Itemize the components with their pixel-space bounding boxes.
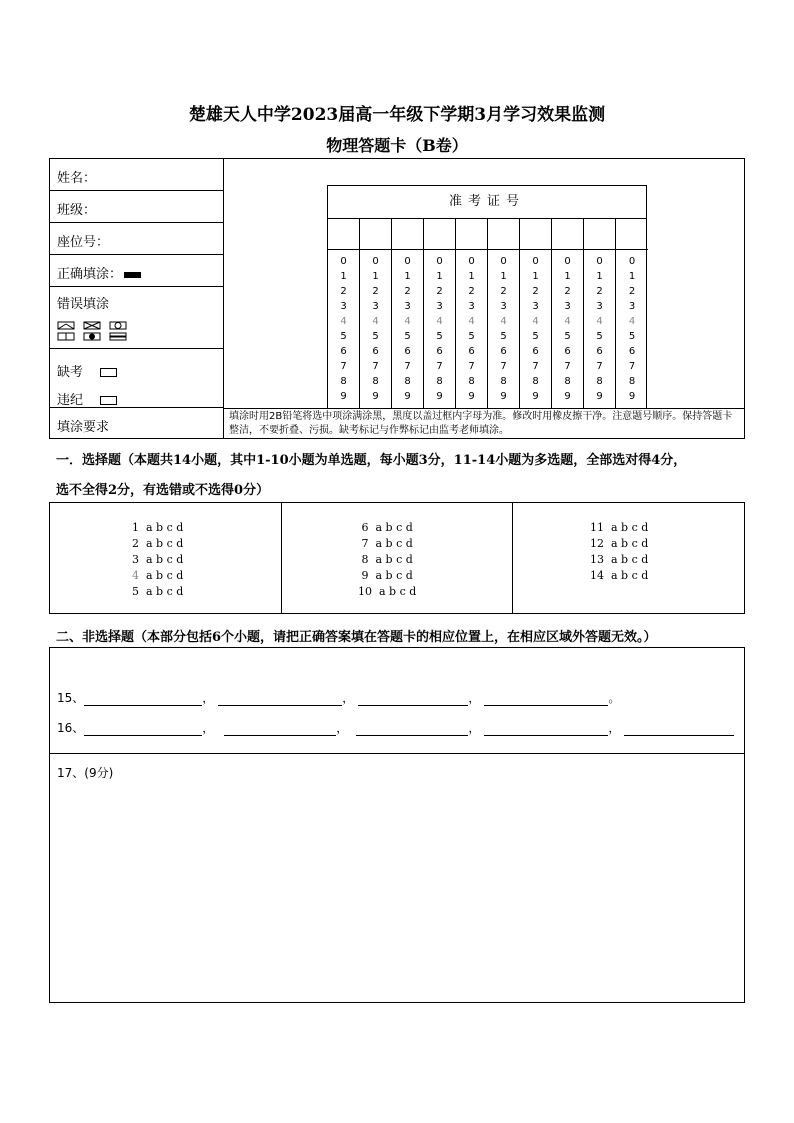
exam-id-digit-option[interactable]: 0: [468, 256, 475, 267]
exam-id-digit-option[interactable]: 5: [628, 331, 636, 342]
choice-row[interactable]: [358, 568, 416, 584]
exam-id-digit-option[interactable]: 9: [596, 391, 603, 402]
q15-blank-3[interactable]: [358, 693, 468, 706]
exam-id-digit-option[interactable]: 3: [628, 301, 636, 312]
exam-id-digit-option[interactable]: 7: [596, 361, 603, 372]
exam-id-digit-option[interactable]: 1: [500, 271, 507, 282]
class-row[interactable]: [50, 191, 223, 223]
seat-label: 座位号：: [57, 235, 110, 250]
exam-id-digit-option[interactable]: 1: [564, 271, 571, 282]
exam-id-digit-option[interactable]: 1: [436, 271, 443, 282]
choice-list-2: [358, 520, 416, 600]
absent-checkbox[interactable]: [100, 368, 117, 377]
q16-blank-2[interactable]: [224, 723, 336, 736]
question-number: 8: [358, 553, 369, 566]
exam-id-digit-box[interactable]: [584, 218, 615, 250]
name-label: 姓名：: [57, 171, 97, 186]
question-number: 12: [590, 537, 604, 550]
separator: ，: [202, 721, 215, 735]
wrong-fill-label: 错误填涂: [57, 297, 110, 312]
exam-id-digit-option[interactable]: 0: [500, 256, 507, 267]
exam-id-digit-box[interactable]: [360, 218, 391, 250]
exam-id-digit-option[interactable]: 5: [532, 331, 539, 342]
exam-id-digit-box[interactable]: [616, 218, 648, 250]
exam-id-digit-option[interactable]: 8: [404, 376, 411, 387]
exam-id-digit-box[interactable]: [552, 218, 583, 250]
choice-row[interactable]: [358, 584, 416, 600]
wrong-fill-examples-icon: [57, 321, 137, 343]
fill-blank-area: [49, 647, 745, 754]
section1-heading: 一．选择题（本题共14小题，其中1-10小题为单选题，每小题3分，11-14小题为多选题，全部选对得4分，: [56, 453, 687, 468]
exam-id-digit-option[interactable]: 4: [564, 316, 571, 327]
exam-id-digit-option[interactable]: 7: [468, 361, 475, 372]
q16-blank-1[interactable]: [84, 723, 202, 736]
exam-id-digit-box[interactable]: [424, 218, 455, 250]
exam-id-digit-option[interactable]: 2: [500, 286, 507, 297]
question-number: 6: [358, 521, 369, 534]
correct-fill-label: 正确填涂：: [57, 267, 123, 282]
exam-id-digit-option[interactable]: 9: [436, 391, 443, 402]
q15-blank-1[interactable]: [84, 693, 202, 706]
exam-id-digit-option[interactable]: 0: [372, 256, 379, 267]
answer-options[interactable]: a b c d: [372, 585, 417, 598]
exam-id-digit-option[interactable]: 1: [340, 271, 347, 282]
exam-id-digit-options: [616, 254, 648, 404]
q16-blank-5[interactable]: [624, 723, 734, 736]
choice-row[interactable]: [590, 520, 648, 536]
exam-id-digit-box[interactable]: [456, 218, 487, 250]
exam-id-digit-option[interactable]: 5: [596, 331, 603, 342]
exam-id-digit-option[interactable]: 2: [340, 286, 347, 297]
exam-id-digit-option[interactable]: 7: [436, 361, 443, 372]
choice-column-1: [50, 503, 282, 613]
question-number: 7: [358, 537, 369, 550]
choice-answer-area: [49, 502, 745, 614]
exam-id-digit-option[interactable]: 6: [628, 346, 636, 357]
exam-id-digit-option[interactable]: 4: [404, 316, 411, 327]
exam-id-digit-option[interactable]: 0: [596, 256, 603, 267]
requirements-row: [50, 408, 223, 439]
exam-id-digit-options: [424, 254, 455, 404]
exam-id-digit-option[interactable]: 3: [404, 301, 411, 312]
choice-row[interactable]: [358, 520, 416, 536]
separator: ，: [342, 691, 355, 705]
exam-id-digit-option[interactable]: 2: [404, 286, 411, 297]
exam-id-digit-option[interactable]: 5: [372, 331, 379, 342]
question-number: 13: [590, 553, 604, 566]
question-number: 1: [132, 521, 139, 534]
exam-id-digit-option[interactable]: 1: [596, 271, 603, 282]
q17-label: 17、(9分): [57, 766, 114, 780]
violation-label: 违纪: [57, 393, 84, 408]
q17-answer-area[interactable]: [49, 753, 745, 1003]
answer-options[interactable]: a b c d: [368, 553, 413, 566]
exam-id-digit-option[interactable]: 8: [340, 376, 347, 387]
q15-blank-4[interactable]: [484, 693, 608, 706]
question-number: 4: [132, 569, 139, 582]
separator: ，: [468, 691, 481, 705]
absent-violation-row: [50, 349, 223, 408]
exam-id-digit-option[interactable]: 9: [500, 391, 507, 402]
exam-id-digit-option[interactable]: 4: [468, 316, 475, 327]
exam-id-digit-option[interactable]: 5: [500, 331, 507, 342]
question-number: 14: [590, 569, 604, 582]
section2-heading: 二、非选择题（本部分包括6个小题，请把正确答案填在答题卡的相应位置上，在相应区域外答题无效。）: [56, 630, 657, 645]
exam-id-title: 准考证号: [328, 186, 646, 219]
exam-id-digit-option[interactable]: 7: [532, 361, 539, 372]
exam-id-digit-options: [392, 254, 423, 404]
seat-row[interactable]: [50, 223, 223, 255]
exam-id-digit-option[interactable]: 6: [436, 346, 443, 357]
q16-blank-3[interactable]: [356, 723, 468, 736]
exam-id-digit-option[interactable]: 0: [436, 256, 443, 267]
exam-id-digit-option[interactable]: 5: [468, 331, 475, 342]
choice-list-1: [132, 520, 183, 600]
exam-id-digit-option[interactable]: 8: [532, 376, 539, 387]
exam-id-digit-option[interactable]: 0: [628, 256, 636, 267]
exam-id-digit-option[interactable]: 6: [468, 346, 475, 357]
header-block: [49, 158, 745, 439]
choice-list-3: [590, 520, 648, 584]
exam-id-digit-option[interactable]: 4: [628, 316, 636, 327]
exam-id-digit-option[interactable]: 5: [564, 331, 571, 342]
choice-row[interactable]: [358, 552, 416, 568]
exam-id-digit-option[interactable]: 8: [500, 376, 507, 387]
q16-row: [57, 719, 734, 736]
exam-id-digit-option[interactable]: 6: [596, 346, 603, 357]
wrong-fill-row: [50, 287, 223, 349]
answer-options[interactable]: a b c d: [604, 553, 649, 566]
exam-id-digit-option[interactable]: 1: [628, 271, 636, 282]
exam-id-digit-option[interactable]: 2: [436, 286, 443, 297]
exam-id-digit-option[interactable]: 3: [468, 301, 475, 312]
exam-id-digit-options: [520, 254, 551, 404]
exam-id-column: [328, 218, 360, 408]
answer-options[interactable]: a b c d: [368, 537, 413, 550]
absent-label: 缺考: [57, 365, 84, 380]
filled-mark-icon: [124, 272, 141, 278]
exam-id-digit-option[interactable]: 9: [404, 391, 411, 402]
exam-id-digit-option[interactable]: 5: [436, 331, 443, 342]
exam-id-digit-option[interactable]: 1: [404, 271, 411, 282]
exam-id-column: [424, 218, 456, 408]
answer-options[interactable]: a b c d: [139, 553, 184, 566]
question-number: 3: [132, 553, 139, 566]
answer-options[interactable]: a b c d: [368, 521, 413, 534]
exam-id-digit-options: [360, 254, 391, 404]
answer-options[interactable]: a b c d: [368, 569, 413, 582]
exam-id-digit-box[interactable]: [392, 218, 423, 250]
answer-options[interactable]: a b c d: [139, 569, 184, 582]
section1-heading-cont: 选不全得2分，有选错或不选得0分）: [56, 483, 270, 498]
exam-id-digit-option[interactable]: 8: [372, 376, 379, 387]
exam-id-column: [552, 218, 584, 408]
exam-id-digit-option[interactable]: 9: [532, 391, 539, 402]
separator: ，: [608, 721, 621, 735]
exam-id-digit-option[interactable]: 2: [468, 286, 475, 297]
exam-id-digit-option[interactable]: 3: [596, 301, 603, 312]
exam-id-digit-option[interactable]: 9: [468, 391, 475, 402]
exam-id-digit-option[interactable]: 6: [372, 346, 379, 357]
q16-number: 16、: [57, 721, 85, 735]
page-title: 楚雄天人中学2023届高一年级下学期3月学习效果监测: [188, 105, 606, 125]
requirements-label: 填涂要求: [57, 420, 110, 435]
choice-column-3: [513, 503, 744, 613]
name-row[interactable]: [50, 159, 223, 191]
q15-row: [57, 689, 620, 706]
exam-id-digit-option[interactable]: 7: [372, 361, 379, 372]
exam-id-digit-box[interactable]: [488, 218, 519, 250]
exam-id-column: [456, 218, 488, 408]
q16-blank-4[interactable]: [484, 723, 608, 736]
exam-id-digit-options: [328, 254, 359, 404]
exam-id-digit-option[interactable]: 8: [436, 376, 443, 387]
exam-id-digit-options: [552, 254, 583, 404]
exam-id-digit-option[interactable]: 3: [564, 301, 571, 312]
choice-row[interactable]: [590, 536, 648, 552]
requirements-text: 填涂时用2B铅笔将选中项涂满涂黑，黑度以盖过框内字母为准。修改时用橡皮擦干净。注意题号顺序。保持答题卡整洁，不要折叠、污损。缺考标记与作弊标记由监考老师填涂。: [223, 408, 744, 439]
separator: ，: [336, 721, 349, 735]
page-subtitle: 物理答题卡（B卷）: [326, 136, 468, 155]
period: 。: [608, 691, 621, 705]
exam-id-column: [488, 218, 520, 408]
exam-id-digit-option[interactable]: 3: [500, 301, 507, 312]
question-number: 5: [132, 585, 139, 598]
answer-options[interactable]: a b c d: [604, 521, 649, 534]
exam-id-column: [616, 218, 648, 408]
exam-id-digit-option[interactable]: 9: [340, 391, 347, 402]
exam-id-digit-option[interactable]: 1: [468, 271, 475, 282]
exam-id-digit-option[interactable]: 9: [564, 391, 571, 402]
exam-id-digit-option[interactable]: 2: [372, 286, 379, 297]
exam-id-grid: [327, 185, 647, 409]
choice-row[interactable]: [132, 552, 183, 568]
exam-id-digit-option[interactable]: 6: [500, 346, 507, 357]
exam-id-column: [520, 218, 552, 408]
exam-id-digit-option[interactable]: 4: [340, 316, 347, 327]
exam-id-digit-option[interactable]: 0: [564, 256, 571, 267]
exam-id-column: [360, 218, 392, 408]
exam-id-digit-box[interactable]: [520, 218, 551, 250]
exam-id-digit-option[interactable]: 3: [436, 301, 443, 312]
question-number: 9: [358, 569, 369, 582]
exam-id-digit-options: [456, 254, 487, 404]
exam-id-digit-box[interactable]: [328, 218, 359, 250]
question-number: 2: [132, 537, 139, 550]
answer-options[interactable]: a b c d: [139, 537, 184, 550]
q15-blank-2[interactable]: [218, 693, 342, 706]
exam-id-digit-option[interactable]: 0: [532, 256, 539, 267]
exam-id-digit-option[interactable]: 4: [436, 316, 443, 327]
exam-id-digit-option[interactable]: 9: [628, 391, 636, 402]
exam-id-digit-option[interactable]: 5: [404, 331, 411, 342]
question-number: 11: [590, 521, 604, 534]
exam-id-digit-option[interactable]: 8: [468, 376, 475, 387]
answer-options[interactable]: a b c d: [139, 521, 184, 534]
exam-id-digit-option[interactable]: 4: [596, 316, 603, 327]
exam-id-digit-option[interactable]: 1: [532, 271, 539, 282]
question-number: 10: [358, 585, 372, 598]
exam-id-digit-option[interactable]: 7: [564, 361, 571, 372]
info-column: [50, 159, 224, 438]
separator: ，: [468, 721, 481, 735]
violation-checkbox[interactable]: [100, 396, 117, 405]
separator: ，: [202, 691, 215, 705]
exam-id-digit-option[interactable]: 0: [340, 256, 347, 267]
exam-id-digit-option[interactable]: 2: [628, 286, 636, 297]
exam-id-column: [584, 218, 616, 408]
choice-row[interactable]: [132, 520, 183, 536]
q15-number: 15、: [57, 691, 85, 705]
choice-column-2: [282, 503, 513, 613]
exam-id-digit-option[interactable]: 3: [372, 301, 379, 312]
exam-id-digit-option[interactable]: 8: [596, 376, 603, 387]
choice-row[interactable]: [132, 568, 183, 584]
answer-options[interactable]: a b c d: [604, 537, 649, 550]
exam-id-digit-option[interactable]: 6: [564, 346, 571, 357]
answer-options[interactable]: a b c d: [139, 585, 184, 598]
exam-id-digit-option[interactable]: 6: [404, 346, 411, 357]
exam-id-digit-option[interactable]: 5: [340, 331, 347, 342]
exam-id-digit-option[interactable]: 4: [500, 316, 507, 327]
choice-row[interactable]: [358, 536, 416, 552]
exam-id-digit-option[interactable]: 9: [372, 391, 379, 402]
exam-id-digit-option[interactable]: 6: [532, 346, 539, 357]
exam-id-column: [392, 218, 424, 408]
exam-id-digit-options: [584, 254, 615, 404]
choice-row[interactable]: [590, 568, 648, 584]
class-label: 班级：: [57, 203, 97, 218]
exam-id-digit-option[interactable]: 2: [532, 286, 539, 297]
exam-id-digit-option[interactable]: 7: [500, 361, 507, 372]
exam-id-digit-option[interactable]: 2: [596, 286, 603, 297]
correct-fill-row: [50, 255, 223, 287]
exam-id-digit-option[interactable]: 0: [404, 256, 411, 267]
exam-id-digit-option[interactable]: 8: [628, 376, 636, 387]
exam-id-digit-options: [488, 254, 519, 404]
exam-id-digit-option[interactable]: 3: [532, 301, 539, 312]
choice-row[interactable]: [132, 536, 183, 552]
exam-id-digit-option[interactable]: 8: [564, 376, 571, 387]
exam-id-digit-option[interactable]: 4: [532, 316, 539, 327]
exam-id-digit-option[interactable]: 7: [340, 361, 347, 372]
exam-id-digit-option[interactable]: 6: [340, 346, 347, 357]
exam-id-digit-option[interactable]: 7: [628, 361, 636, 372]
choice-row[interactable]: [590, 552, 648, 568]
choice-row[interactable]: [132, 584, 183, 600]
exam-id-digit-option[interactable]: 4: [372, 316, 379, 327]
exam-id-digit-option[interactable]: 7: [404, 361, 411, 372]
answer-options[interactable]: a b c d: [604, 569, 649, 582]
exam-id-digit-option[interactable]: 3: [340, 301, 347, 312]
exam-id-digit-option[interactable]: 2: [564, 286, 571, 297]
exam-id-digit-option[interactable]: 1: [372, 271, 379, 282]
